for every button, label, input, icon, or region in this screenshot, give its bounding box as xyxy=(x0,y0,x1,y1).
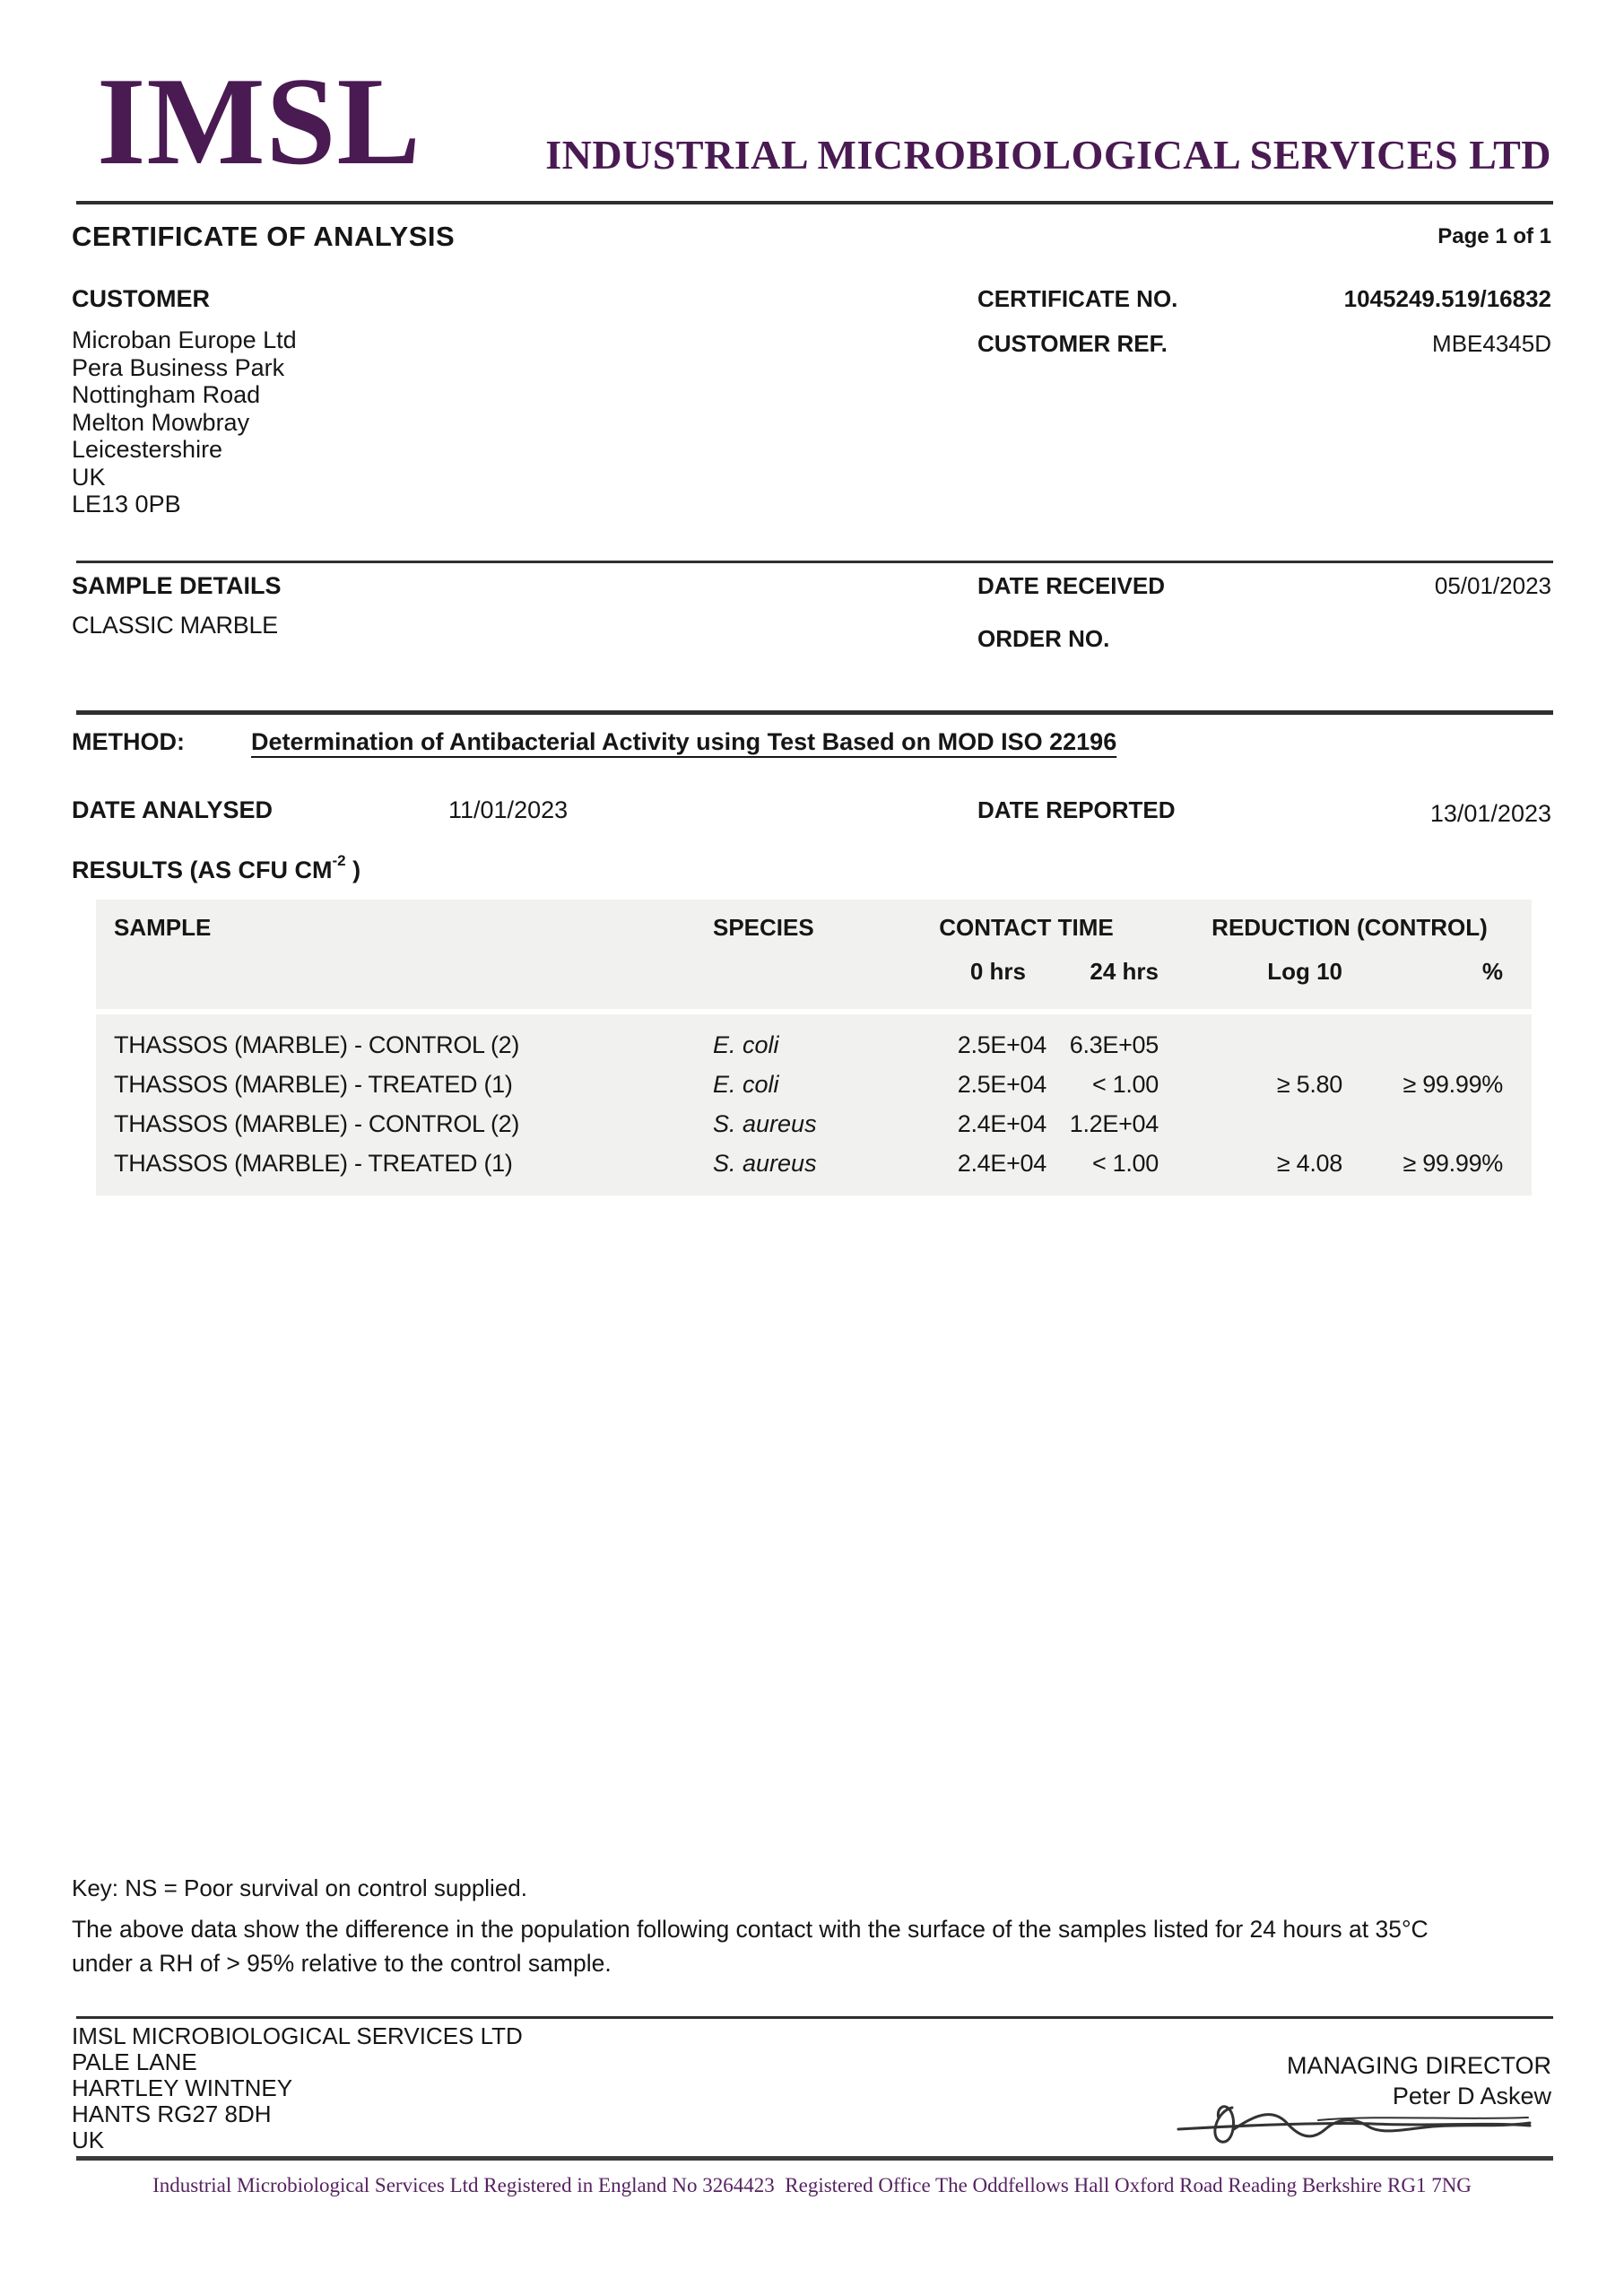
signature-scribble xyxy=(1175,2097,1533,2152)
footer-address-line: UK xyxy=(72,2126,105,2153)
customer-label: CUSTOMER xyxy=(72,285,211,312)
cell-sample: THASSOS (MARBLE) - CONTROL (2) xyxy=(114,1031,520,1058)
table-row xyxy=(96,1104,1532,1144)
results-note xyxy=(72,1912,1542,1980)
col-contact-time-header: CONTACT TIME xyxy=(939,914,1114,941)
key-note: Key: NS = Poor survival on control supplied. xyxy=(72,1874,527,1901)
order-no-label: ORDER NO. xyxy=(977,625,1110,652)
cell-24hrs: 1.2E+04 xyxy=(1069,1109,1159,1137)
footer-address-line: HARTLEY WINTNEY xyxy=(72,2074,293,2101)
cell-0hrs: 2.5E+04 xyxy=(957,1031,1046,1058)
col-24hrs-header: 24 hrs xyxy=(1090,958,1159,985)
results-label-close: ) xyxy=(345,857,361,883)
cell-0hrs: 2.4E+04 xyxy=(957,1149,1046,1177)
bottom-rule xyxy=(76,2156,1553,2161)
address-line: LE13 0PB xyxy=(72,491,181,517)
results-note-line: The above data show the difference in the population following contact with the surface of the samples listed for 24 hours at 35°C xyxy=(72,1916,1429,1943)
cell-percent: ≥ 99.99% xyxy=(1403,1070,1503,1098)
cell-sample: THASSOS (MARBLE) - TREATED (1) xyxy=(114,1149,513,1177)
address-line: Pera Business Park xyxy=(72,353,285,381)
order-no-row xyxy=(977,625,1551,653)
date-analysed-label: DATE ANALYSED xyxy=(72,796,274,823)
col-species-header: SPECIES xyxy=(713,914,814,941)
footer-address-line: HANTS RG27 8DH xyxy=(72,2100,272,2127)
cell-log10: ≥ 4.08 xyxy=(1276,1149,1342,1177)
method-divider xyxy=(76,710,1553,715)
customer-ref-row xyxy=(977,330,1551,358)
sample-details-divider xyxy=(76,561,1553,563)
date-received-row xyxy=(977,572,1551,600)
certificate-no-row xyxy=(977,285,1551,313)
method-label: METHOD: xyxy=(72,728,185,755)
table-row xyxy=(96,1025,1532,1065)
date-received-label: DATE RECEIVED xyxy=(977,572,1165,599)
imsl-logo: IMSL xyxy=(97,52,421,191)
sample-name: CLASSIC MARBLE xyxy=(72,612,278,639)
customer-ref-label: CUSTOMER REF. xyxy=(977,330,1168,357)
col-sample-header: SAMPLE xyxy=(114,914,212,941)
col-reduction-header: REDUCTION (CONTROL) xyxy=(1211,914,1488,941)
results-label xyxy=(72,852,360,884)
col-percent-header: % xyxy=(1481,958,1503,985)
date-reported-label: DATE REPORTED xyxy=(977,796,1176,823)
col-0hrs-header: 0 hrs xyxy=(969,958,1026,985)
cell-species: E. coli xyxy=(713,1031,779,1058)
certificate-no-value: 1045249.519/16832 xyxy=(1343,285,1551,312)
date-received-value: 05/01/2023 xyxy=(1434,572,1551,599)
date-analysed-value: 11/01/2023 xyxy=(448,796,569,823)
footer-company-address xyxy=(72,2023,523,2153)
address-line: Leicestershire xyxy=(72,436,223,463)
results-label-superscript: -2 xyxy=(332,852,346,869)
results-note-line: under a RH of > 95% relative to the control sample. xyxy=(72,1950,612,1977)
cell-species: S. aureus xyxy=(713,1149,817,1177)
address-line: Melton Mowbray xyxy=(72,408,250,436)
company-name: INDUSTRIAL MICROBIOLOGICAL SERVICES LTD xyxy=(545,132,1551,178)
managing-director-title: MANAGING DIRECTOR xyxy=(1286,2052,1551,2079)
cell-species: S. aureus xyxy=(713,1109,817,1137)
certificate-no-label: CERTIFICATE NO. xyxy=(977,285,1178,312)
cell-0hrs: 2.5E+04 xyxy=(957,1070,1046,1098)
date-reported-value: 13/01/2023 xyxy=(1429,800,1551,827)
table-body xyxy=(96,1014,1532,1196)
results-label-text: RESULTS (AS CFU CM xyxy=(72,857,333,883)
cell-0hrs: 2.4E+04 xyxy=(957,1109,1046,1137)
address-line: Microban Europe Ltd xyxy=(72,326,297,353)
sample-details-label: SAMPLE DETAILS xyxy=(72,572,282,599)
customer-ref-value: MBE4345D xyxy=(1432,330,1551,357)
footer-divider xyxy=(76,2016,1553,2019)
col-log10-header: Log 10 xyxy=(1267,958,1342,985)
cell-percent: ≥ 99.99% xyxy=(1403,1149,1503,1177)
footer-address-line: IMSL MICROBIOLOGICAL SERVICES LTD xyxy=(72,2022,523,2049)
footer-address-line: PALE LANE xyxy=(72,2048,197,2075)
method-text: Determination of Antibacterial Activity using Test Based on MOD ISO 22196 xyxy=(251,728,1117,755)
cell-log10: ≥ 5.80 xyxy=(1276,1070,1342,1098)
page-title: CERTIFICATE OF ANALYSIS xyxy=(72,221,456,252)
cell-24hrs: < 1.00 xyxy=(1091,1149,1159,1177)
cell-sample: THASSOS (MARBLE) - TREATED (1) xyxy=(114,1070,513,1098)
table-row xyxy=(96,1065,1532,1104)
results-table xyxy=(96,900,1532,1196)
table-row xyxy=(96,1144,1532,1183)
table-header xyxy=(96,900,1532,1009)
cell-species: E. coli xyxy=(713,1070,779,1098)
cell-24hrs: < 1.00 xyxy=(1091,1070,1159,1098)
managing-director-name: Peter D Askew xyxy=(1392,2083,1551,2109)
header-divider xyxy=(76,201,1553,204)
address-line: Nottingham Road xyxy=(72,381,261,408)
cell-sample: THASSOS (MARBLE) - CONTROL (2) xyxy=(114,1109,520,1137)
page-number: Page 1 of 1 xyxy=(1437,224,1551,248)
cell-24hrs: 6.3E+05 xyxy=(1069,1031,1159,1058)
address-line: UK xyxy=(72,463,106,491)
registered-office-line: Industrial Microbiological Services Ltd Registered in England No 3264423 Registered Office The Oddfellows Hall Oxford Road Reading Berkshire RG1 7NG xyxy=(152,2174,1472,2196)
customer-address xyxy=(72,326,297,518)
